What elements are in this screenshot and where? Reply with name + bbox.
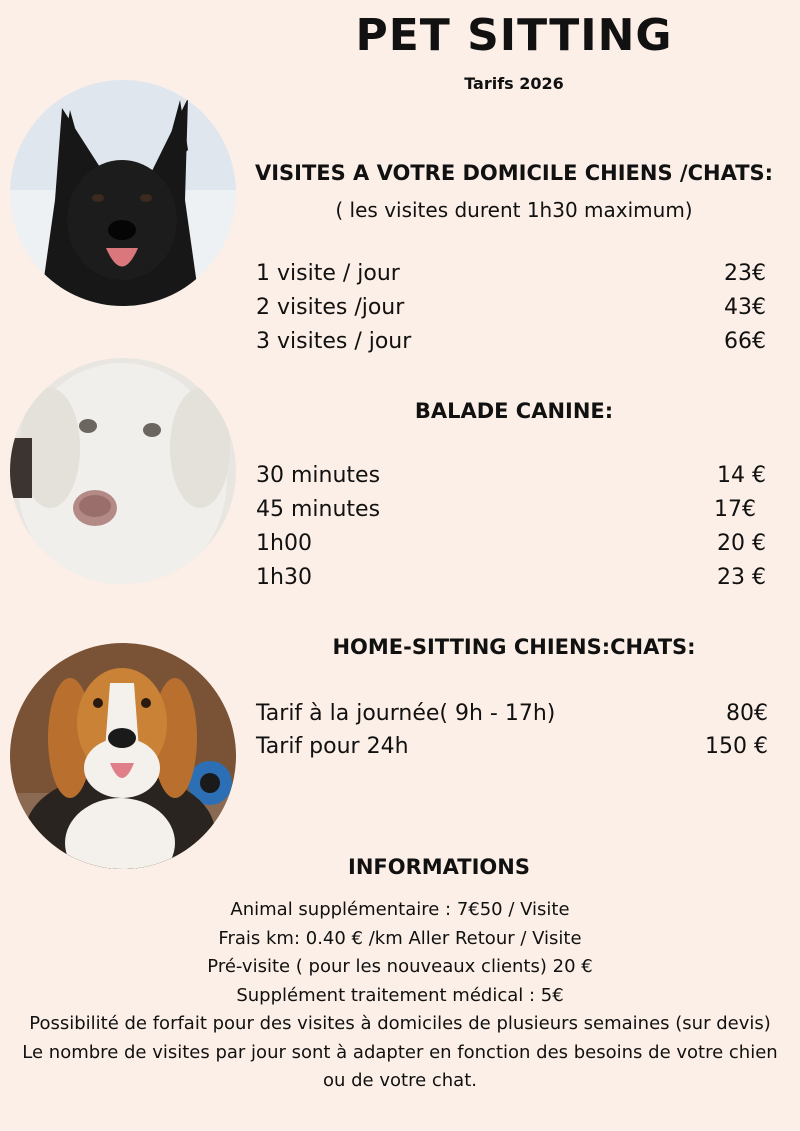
- info-line: Le nombre de visites par jour sont à adapter en fonction des besoins de votre chien ou de votre chat.: [22, 1041, 778, 1091]
- beagle-dog-photo: [10, 643, 236, 869]
- price-row: [256, 701, 768, 735]
- price-label: 1h30: [256, 565, 312, 590]
- price-row: [256, 497, 766, 531]
- info-line: Frais km: 0.40 € /km Aller Retour / Visite: [218, 927, 582, 949]
- price-value: 80€: [726, 701, 768, 726]
- price-label: 1h00: [256, 531, 312, 556]
- price-value: 14 €: [717, 463, 766, 488]
- price-label: 1 visite / jour: [256, 261, 400, 286]
- white-dog-photo: [10, 358, 236, 584]
- price-value: 20 €: [717, 531, 766, 556]
- price-value: 43€: [724, 295, 766, 320]
- price-label: Tarif à la journée( 9h - 17h): [256, 701, 556, 726]
- price-value: 23€: [724, 261, 766, 286]
- price-row: [256, 329, 766, 363]
- price-value: 66€: [724, 329, 766, 354]
- price-label: 3 visites / jour: [256, 329, 412, 354]
- page-subtitle: Tarifs 2026: [464, 74, 564, 93]
- walk-heading: BALADE CANINE:: [414, 399, 614, 423]
- price-row: [256, 295, 766, 329]
- info-line: Animal supplémentaire : 7€50 / Visite: [230, 899, 570, 920]
- info-line: Pré-visite ( pour les nouveaux clients) 20 €: [207, 956, 593, 977]
- price-row: [256, 565, 766, 599]
- page-title: PET SITTING: [355, 10, 673, 61]
- price-row: [256, 531, 766, 565]
- informations-list: [10, 896, 790, 1096]
- info-line: Possibilité de forfait pour des visites à domiciles de plusieurs semaines (sur devis): [29, 1013, 771, 1034]
- info-line: Supplément traitement médical : 5€: [236, 984, 564, 1006]
- price-row: [256, 734, 768, 768]
- visits-note: ( les visites durent 1h30 maximum): [335, 198, 693, 222]
- visits-heading: VISITES A VOTRE DOMICILE CHIENS /CHATS:: [254, 161, 774, 185]
- price-row: [256, 463, 766, 497]
- homesitting-heading: HOME-SITTING CHIENS:CHATS:: [332, 635, 696, 659]
- price-label: 30 minutes: [256, 463, 381, 488]
- price-label: 45 minutes: [256, 497, 381, 522]
- informations-heading: INFORMATIONS: [348, 855, 530, 879]
- price-label: 2 visites /jour: [256, 295, 405, 320]
- price-value: 17€: [714, 497, 756, 522]
- price-row: [256, 261, 766, 295]
- price-value: 23 €: [717, 565, 766, 590]
- price-value: 150 €: [705, 734, 768, 759]
- black-shepherd-dog-photo: [10, 80, 236, 306]
- price-label: Tarif pour 24h: [256, 734, 409, 759]
